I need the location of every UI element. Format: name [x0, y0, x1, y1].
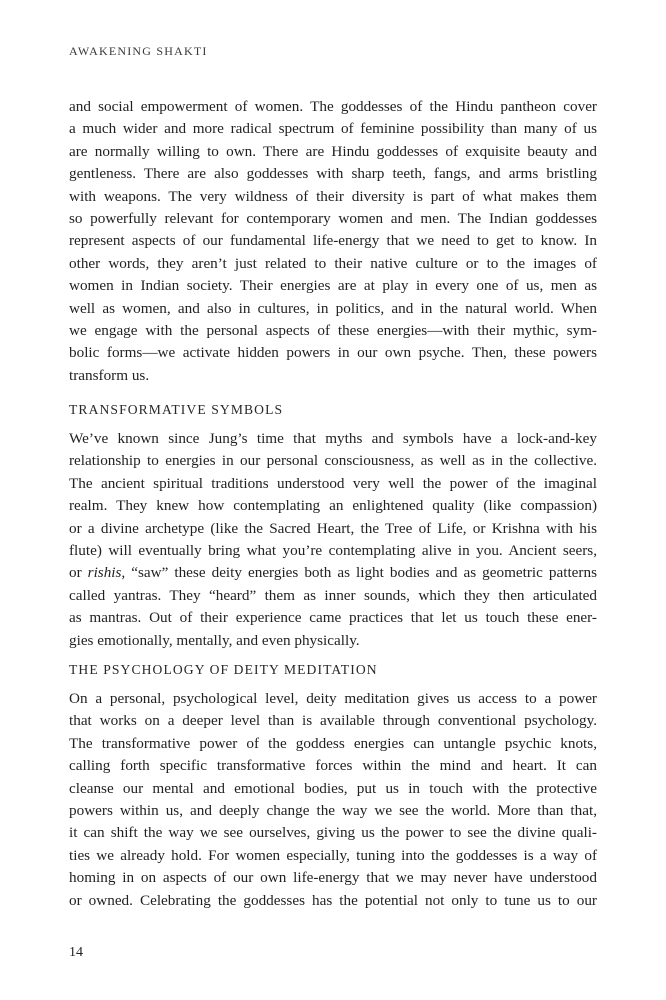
- text-line: flute) will eventually bring what you’re contemplating alive in you. Ancient seers,: [69, 541, 597, 559]
- text-line: so powerfully relevant for contemporary women and men. The Indian goddesses: [69, 209, 597, 227]
- text-line: We’ve known since Jung’s time that myths and symbols have a lock-and-key: [69, 430, 597, 447]
- text-line: The ancient spiritual traditions understood very well the power of the imaginal: [69, 474, 597, 492]
- section-heading-transformative-symbols: TRANSFORMATIVE SYMBOLS: [69, 402, 284, 417]
- text-line: gies emotionally, mentally, and even physically.: [69, 631, 360, 649]
- text-line-with-italic: [69, 562, 597, 584]
- text-line: women in Indian society. Their energies are at play in every one of us, men as: [69, 277, 597, 295]
- text-line: gentleness. There are also goddesses with sharp teeth, fangs, and arms bristling: [69, 165, 597, 183]
- text-line: and social empowerment of women. The goddesses of the Hindu pantheon cover: [69, 98, 597, 115]
- section-heading-psychology-of-deity-meditation: THE PSYCHOLOGY OF DEITY MEDITATION: [69, 662, 378, 677]
- paragraph-2: [69, 428, 597, 652]
- text-line: as mantras. Out of their experience came practices that let us touch these ener-: [69, 609, 597, 627]
- italic-term: rishis,: [87, 564, 126, 582]
- text-line: called yantras. They “heard” them as inner sounds, which they then articulated: [69, 586, 597, 604]
- page-number: 14: [69, 945, 83, 960]
- text-line: The transformative power of the goddess energies can untangle psychic knots,: [69, 734, 597, 752]
- text-line: a much wider and more radical spectrum of feminine possibility than many of us: [69, 120, 597, 138]
- text-line: cleanse our mental and emotional bodies, put us in touch with the protective: [69, 779, 597, 797]
- text-line: relationship to energies in our personal consciousness, as well as in the collective.: [69, 452, 597, 470]
- text-fragment: or: [69, 564, 88, 582]
- text-line: calling forth specific transformative forces within the mind and heart. It can: [69, 757, 597, 775]
- text-line: transform us.: [69, 366, 150, 384]
- text-line: On a personal, psychological level, deity meditation gives us access to a power: [69, 690, 597, 707]
- text-line: or owned. Celebrating the goddesses has the potential not only to tune us to our: [69, 891, 597, 909]
- paragraph-1: [69, 96, 597, 387]
- text-line: well as women, and also in cultures, in politics, and in the natural world. When: [69, 299, 597, 317]
- text-line: other words, they aren’t just related to their native culture or to the images of: [69, 254, 597, 272]
- text-line: represent aspects of our fundamental life-energy that we need to get to know. In: [69, 232, 597, 250]
- running-head: AWAKENING SHAKTI: [69, 44, 208, 58]
- text-line: powers within us, and deeply change the way we see the world. More than that,: [69, 801, 597, 819]
- paragraph-3: [69, 688, 597, 912]
- text-line: with weapons. The very wildness of their diversity is part of what makes them: [69, 187, 597, 205]
- text-line: are normally willing to own. There are Hindu goddesses of exquisite beauty and: [69, 142, 597, 160]
- text-line: that works on a deeper level than is available through conventional psychology.: [69, 712, 597, 730]
- text-line: bolic forms—we activate hidden powers in our own psyche. Then, these powers: [69, 344, 597, 362]
- text-fragment: “saw” these deity energies both as light bodies and as geometric patterns: [125, 564, 597, 582]
- text-line: ties we already hold. For women especially, tuning into the goddesses is a way of: [69, 846, 597, 864]
- text-line: or a divine archetype (like the Sacred Heart, the Tree of Life, or Krishna with his: [69, 519, 597, 537]
- text-line: realm. They knew how contemplating an enlightened quality (like compassion): [69, 497, 597, 515]
- text-line: it can shift the way we see ourselves, giving us the power to see the divine quali-: [69, 824, 597, 842]
- text-line: homing in on aspects of our own life-energy that we may never have understood: [69, 869, 597, 887]
- text-line: we engage with the personal aspects of these energies—with their mythic, sym-: [69, 321, 597, 339]
